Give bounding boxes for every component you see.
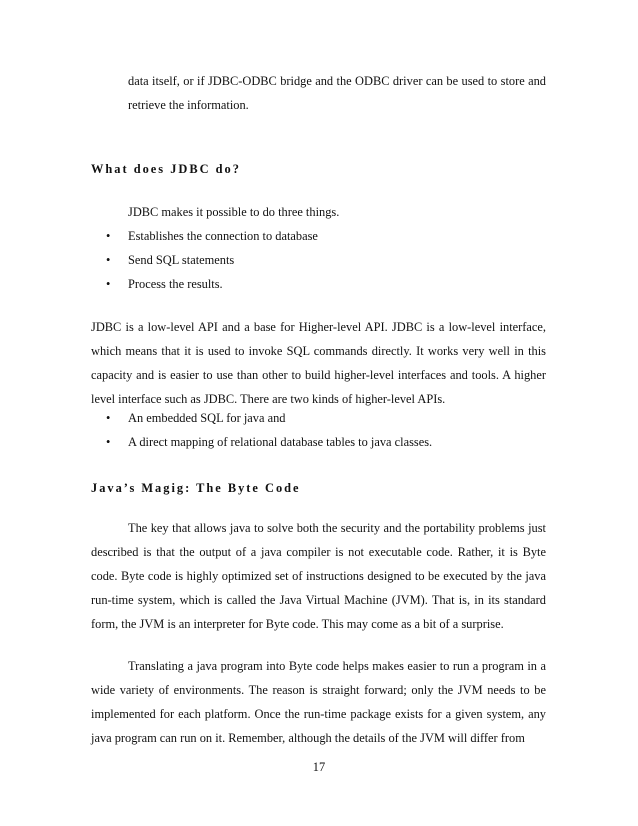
bullet-icon: • — [106, 229, 111, 243]
continuation-paragraph: data itself, or if JDBC-ODBC bridge and the ODBC driver can be used to store and retrieve the information. — [128, 74, 546, 112]
list-item-text: An embedded SQL for java and — [128, 411, 286, 425]
jdbc-intro-text: JDBC makes it possible to do three things. — [128, 205, 340, 219]
list-item-text: A direct mapping of relational database tables to java classes. — [128, 435, 433, 449]
list-item — [106, 248, 546, 272]
list-item-text: Establishes the connection to database — [128, 229, 318, 243]
bullet-icon: • — [106, 411, 111, 425]
list-item — [106, 406, 546, 430]
byte-code-paragraph-1: The key that allows java to solve both the security and the portability problems just described is that the output of a java compiler is not executable code. Rather, it is Byte code. Byte code is highly optimized set of instructions designed to be executed by the java run-time system, which is called the Java Virtual Machine (JVM). That is, in its standard form, the JVM is an interpreter for Byte code. This may come as a bit of a surprise. — [91, 521, 546, 631]
bullet-icon: • — [106, 253, 111, 267]
higher-level-apis-list — [106, 406, 546, 454]
bullet-icon: • — [106, 435, 111, 449]
section-heading-byte-code: Java’s Magig: The Byte Code — [91, 481, 301, 495]
list-item — [106, 224, 546, 248]
list-item-text: Process the results. — [128, 277, 223, 291]
list-item-text: Send SQL statements — [128, 253, 235, 267]
list-item — [106, 430, 546, 454]
jdbc-body-paragraph: JDBC is a low-level API and a base for Higher-level API. JDBC is a low-level interface, which means that it is used to invoke SQL commands directly. It works very well in this capacity and is easier to use than other to build higher-level interfaces and tools. A higher level interface such as JDBC. There are two kinds of higher-level APIs. — [91, 320, 546, 406]
page-number: 17 — [312, 760, 326, 774]
jdbc-capabilities-list — [106, 224, 546, 296]
bullet-icon: • — [106, 277, 111, 291]
section-heading-what-does-jdbc-do: What does JDBC do? — [91, 162, 241, 176]
list-item — [106, 272, 546, 296]
byte-code-paragraph-2: Translating a java program into Byte code helps makes easier to run a program in a wide variety of environments. The reason is straight forward; only the JVM needs to be implemented for each platform. Once the run-time package exists for a given system, any java program can run on it. Remember, although the details of the JVM will differ from — [91, 659, 546, 745]
